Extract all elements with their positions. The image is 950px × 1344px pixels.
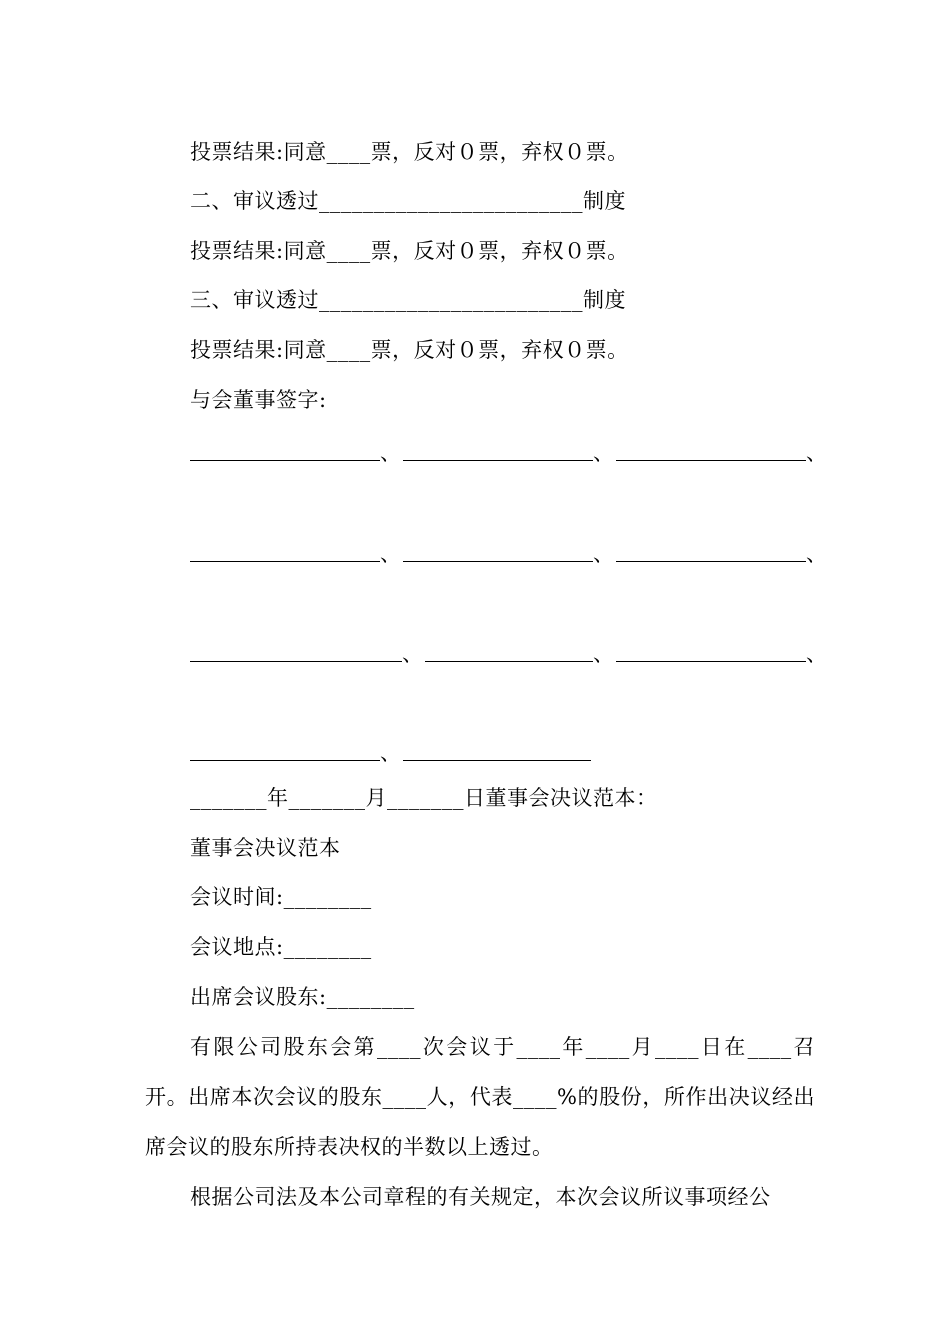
signature-line xyxy=(616,539,806,562)
template-title: 董事会决议范本 xyxy=(190,836,341,860)
signature-separator: 、 xyxy=(380,441,401,465)
meeting-time-field: 会议时间:________ xyxy=(190,885,372,909)
signature-separator: 、 xyxy=(402,642,423,666)
signature-row-3 xyxy=(190,639,830,669)
signature-line xyxy=(403,438,593,461)
signature-separator: 、 xyxy=(380,542,401,566)
meeting-paragraph: 有限公司股东会第____次会议于____年____月____日在____召开。出席本次会议的股东____人，代表____%的股份，所作出决议经出席会议的股东所持表决权的半数以上透过。 xyxy=(145,1035,815,1159)
signature-separator: 、 xyxy=(806,642,827,666)
signature-line xyxy=(425,639,593,662)
director-signature-label: 与会董事签字: xyxy=(190,388,327,412)
review-item-3: 三、审议透过________________________制度 xyxy=(190,288,626,312)
review-item-2: 二、审议透过________________________制度 xyxy=(190,189,626,213)
legal-basis-paragraph: 根据公司法及本公司章程的有关规定，本次会议所议事项经公 xyxy=(190,1185,771,1209)
vote-result-line-3: 投票结果:同意____票，反对０票，弃权０票。 xyxy=(190,338,629,362)
signature-line xyxy=(616,639,806,662)
signature-row-2 xyxy=(190,539,830,569)
signature-separator: 、 xyxy=(593,542,614,566)
signature-line xyxy=(190,738,380,761)
signature-separator: 、 xyxy=(380,741,401,765)
signature-separator: 、 xyxy=(806,441,827,465)
signature-line xyxy=(190,639,402,662)
meeting-place-field: 会议地点:________ xyxy=(190,935,372,959)
vote-result-line-2: 投票结果:同意____票，反对０票，弃权０票。 xyxy=(190,239,629,263)
signature-separator: 、 xyxy=(593,441,614,465)
signature-line xyxy=(616,438,806,461)
signature-line xyxy=(190,438,380,461)
signature-line xyxy=(403,738,591,761)
signature-row-4 xyxy=(190,738,830,768)
signature-separator: 、 xyxy=(806,542,827,566)
signature-separator: 、 xyxy=(593,642,614,666)
signature-row-1 xyxy=(190,438,830,468)
date-line: _______年_______月_______日董事会决议范本： xyxy=(190,786,658,810)
signature-line xyxy=(190,539,380,562)
vote-result-line-1: 投票结果:同意____票，反对０票，弃权０票。 xyxy=(190,140,629,164)
attending-shareholders-field: 出席会议股东:________ xyxy=(190,985,415,1009)
signature-line xyxy=(403,539,593,562)
